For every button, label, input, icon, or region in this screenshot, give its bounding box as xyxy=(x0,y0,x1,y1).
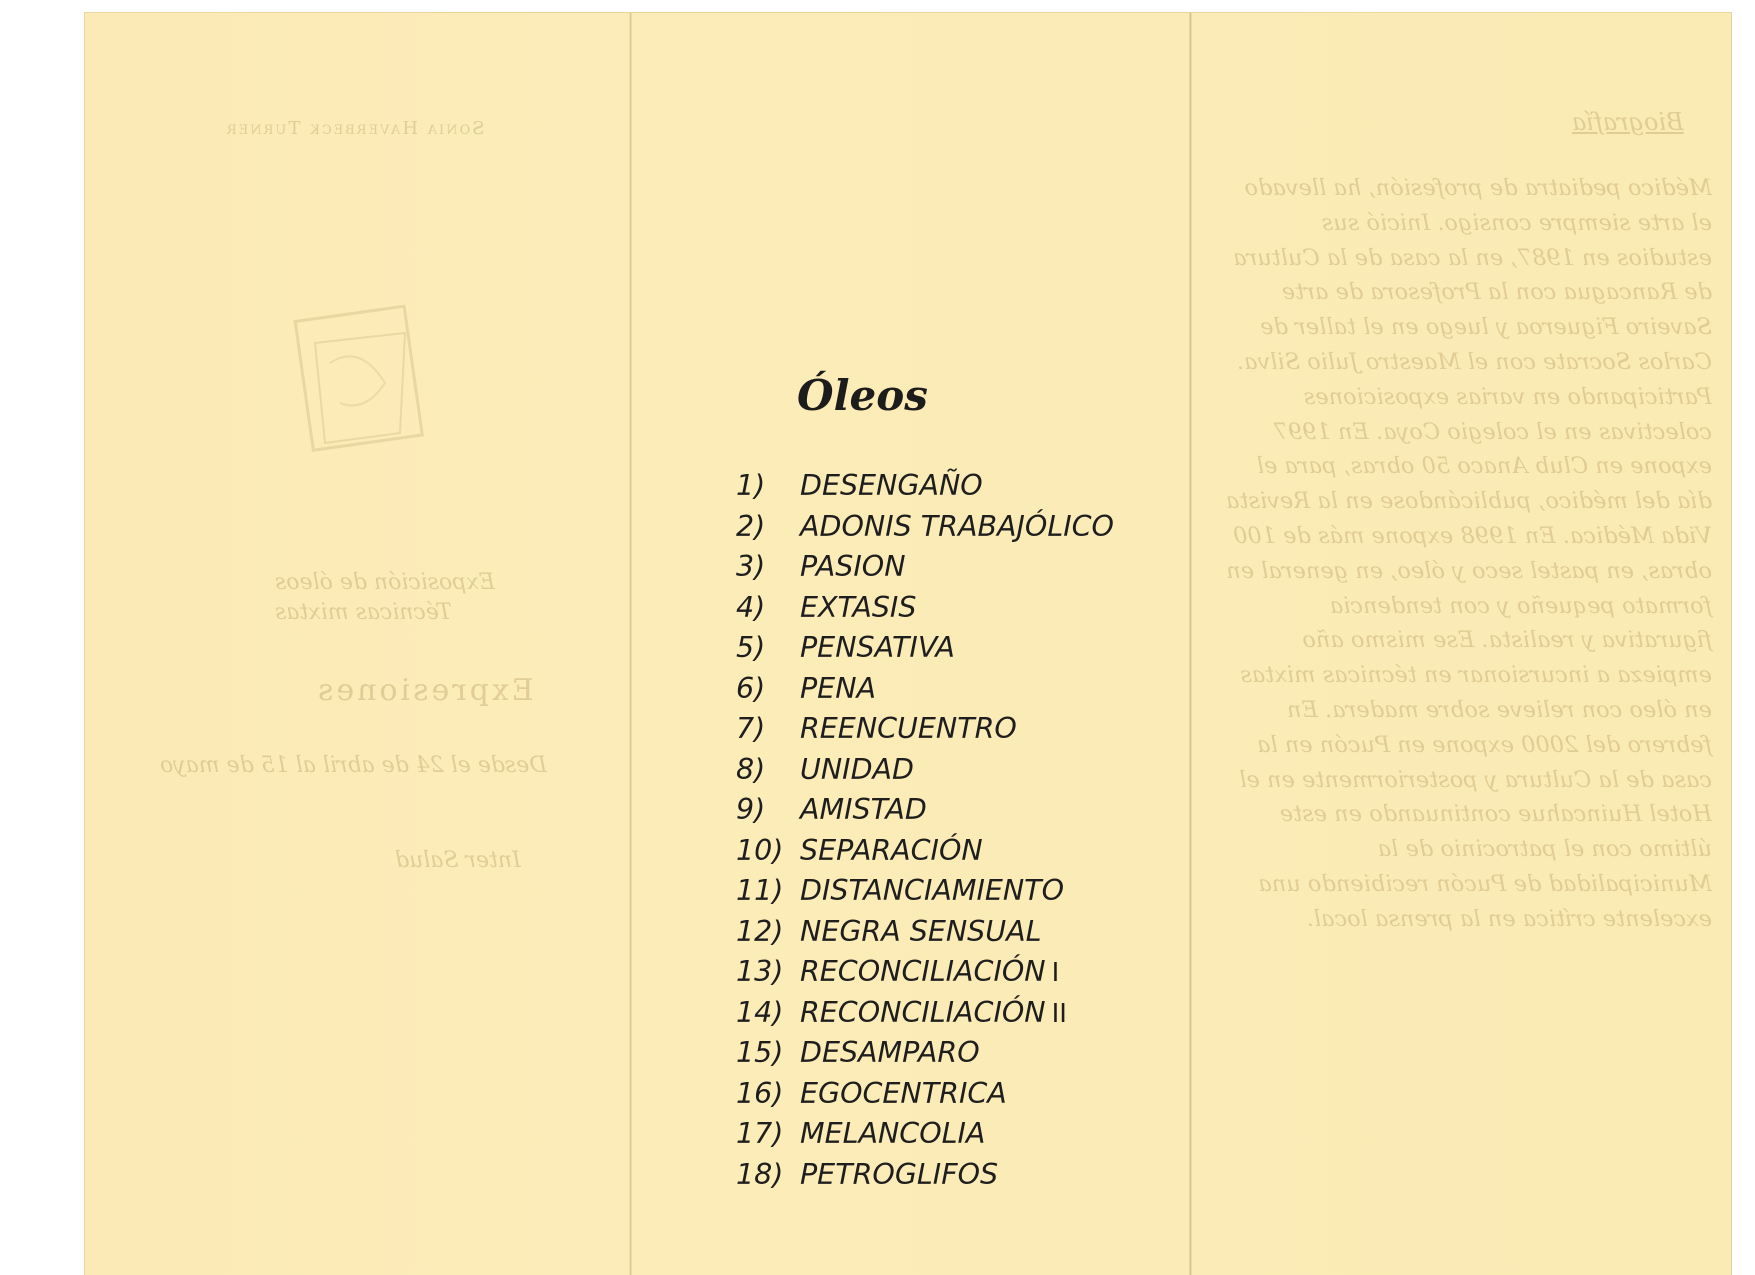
left-panel xyxy=(85,13,629,1275)
work-title: RECONCILIACIÓN xyxy=(800,995,1046,1029)
work-title: PETROGLIFOS xyxy=(800,1157,999,1191)
work-number: 7) xyxy=(736,712,766,745)
work-title: DISTANCIAMIENTO xyxy=(800,874,1065,907)
work-item xyxy=(736,1155,1114,1196)
work-number: 6) xyxy=(736,671,766,705)
work-number: 12) xyxy=(736,914,784,948)
bleed-biography-heading: Biografía xyxy=(1572,108,1684,136)
work-item xyxy=(736,871,1114,912)
work-title: EXTASIS xyxy=(800,590,917,624)
work-number: 18) xyxy=(736,1157,784,1191)
work-title: NEGRA SENSUAL xyxy=(800,914,1042,948)
work-item xyxy=(736,750,1114,791)
work-item xyxy=(736,1074,1114,1115)
works-heading: Óleos xyxy=(797,371,928,420)
bleed-exhibition-title: Expresiones xyxy=(315,673,534,708)
work-item xyxy=(736,993,1114,1034)
work-item xyxy=(736,669,1114,710)
middle-panel xyxy=(632,13,1189,1275)
work-item xyxy=(736,831,1114,872)
right-panel xyxy=(1192,13,1731,1275)
bleed-artist-name: Sonia Haverbeck Turner xyxy=(225,118,485,139)
work-number: 17) xyxy=(736,1117,784,1150)
work-title: REENCUENTRO xyxy=(800,712,1017,745)
work-item xyxy=(736,588,1114,629)
work-title: RECONCILIACIÓN xyxy=(800,955,1046,988)
bleed-biography-text: Médico pediatra de profesión, ha llevado el arte siempre consigo. Inició sus estudios en 1987, en la casa de la Cultura de Rancagua con la Profesora de arte Saveiro Figueroa y luego en el taller de Carlos Socrate con el Maestro Julio Silva. Participando en varias exposiciones colectivas en el colegio Coya. En 1997 expone en Club Anaco 50 obras, para el día del médico, publicándose en la Revista Vida Médica. En 1998 expone más de 100 obras, en pastel seco y óleo, en general en formato pequeño y con tendencia figurativa y realista. Ese mismo año empieza a incursionar en técnicas mixtas en óleo con relieve sobre madera. En febrero del 2000 expone en Pucón en la casa de la Cultura y posteriormente en el Hotel Huincahue continuando en este último con el patrocinio de la Municipalidad de Pucón recibiendo una excelente crítica en la prensa local. xyxy=(1226,175,1712,932)
work-title: PENA xyxy=(800,671,877,705)
work-number: 16) xyxy=(736,1076,784,1110)
work-number: 2) xyxy=(736,509,766,543)
work-title: PENSATIVA xyxy=(800,631,955,664)
work-title: SEPARACIÓN xyxy=(800,833,983,867)
work-item xyxy=(736,547,1114,588)
work-item xyxy=(736,507,1114,548)
work-title: UNIDAD xyxy=(800,752,914,786)
work-roman-suffix: I xyxy=(1051,958,1060,988)
work-title: DESENGAÑO xyxy=(800,469,983,502)
work-title: EGOCENTRICA xyxy=(800,1076,1007,1110)
work-item xyxy=(736,952,1114,993)
work-number: 10) xyxy=(736,833,784,867)
work-number: 11) xyxy=(736,874,784,907)
work-item xyxy=(736,1033,1114,1074)
work-title: AMISTAD xyxy=(800,793,927,826)
work-number: 3) xyxy=(736,550,766,583)
work-item xyxy=(736,790,1114,831)
work-number: 5) xyxy=(736,631,766,664)
bleed-exhibition-dates: Desde el 24 de abril al 15 de mayo xyxy=(160,753,547,778)
work-title: DESAMPARO xyxy=(800,1036,980,1069)
work-title: ADONIS TRABAJÓLICO xyxy=(800,509,1114,543)
work-item xyxy=(736,912,1114,953)
work-number: 1) xyxy=(736,469,766,502)
work-item xyxy=(736,466,1114,507)
work-item xyxy=(736,628,1114,669)
work-number: 15) xyxy=(736,1036,784,1069)
work-number: 14) xyxy=(736,995,784,1029)
bleed-exhibition-line-1: Exposición de óleos xyxy=(275,570,495,595)
work-roman-suffix: II xyxy=(1051,998,1067,1029)
work-number: 4) xyxy=(736,590,766,624)
work-item xyxy=(736,1114,1114,1155)
works-list xyxy=(736,466,1114,1195)
work-number: 8) xyxy=(736,752,766,786)
work-item xyxy=(736,709,1114,750)
bleed-artwork-image xyxy=(285,273,435,473)
brochure-sheet xyxy=(84,12,1732,1275)
bleed-exhibition-subtitle xyxy=(275,568,495,628)
bleed-sponsor: Inter Salud xyxy=(395,848,521,873)
work-number: 9) xyxy=(736,793,766,826)
work-number: 13) xyxy=(736,955,784,988)
bleed-exhibition-line-2: Técnicas mixtas xyxy=(275,600,452,625)
work-title: PASION xyxy=(800,550,906,583)
work-title: MELANCOLIA xyxy=(800,1117,986,1150)
